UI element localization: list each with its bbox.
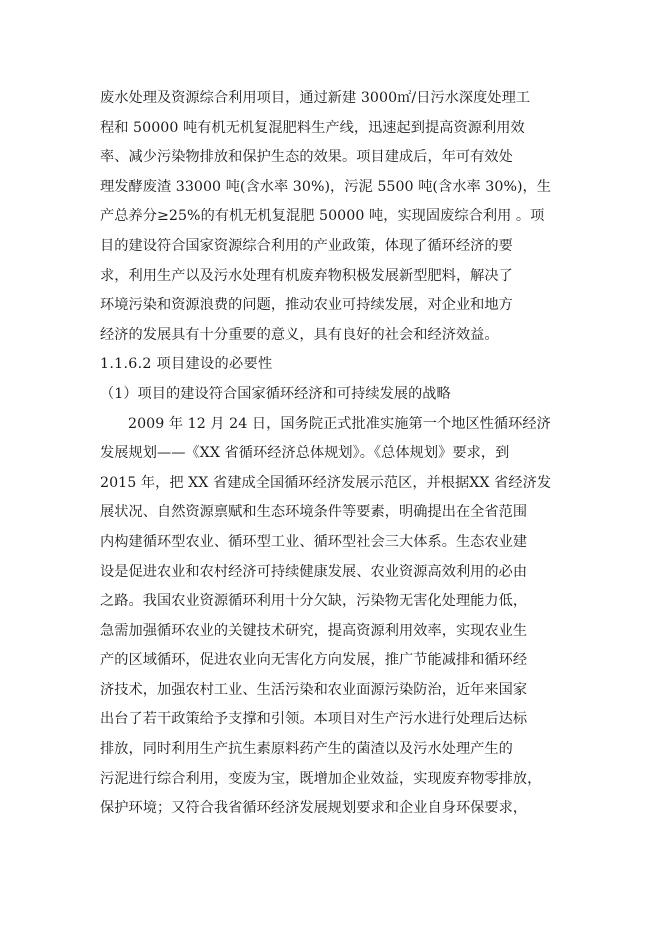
document-body bbox=[100, 84, 562, 824]
paragraph-line: 出台了若干政策给予支撑和引领。本项目对生产污水进行处理后达标 bbox=[100, 711, 528, 728]
paragraph-line: 济技术，加强农村工业、生活污染和农业面源污染防治，近年来国家 bbox=[100, 681, 528, 698]
paragraph-line: 产的区域循环，促进农业向无害化方向发展，推广节能减排和循环经 bbox=[100, 652, 528, 669]
paragraph-line: 保护环境；又符合我省循环经济发展规划要求和企业自身环保要求， bbox=[100, 800, 528, 817]
paragraph-line: 污泥进行综合利用，变废为宝，既增加企业效益，实现废弃物零排放， bbox=[100, 770, 542, 787]
paragraph-line: 理发酵废渣 33000 吨(含水率 30%)，污泥 5500 吨(含水率 30%)，生 bbox=[100, 178, 552, 195]
paragraph-line: 内构建循环型农业、循环型工业、循环型社会三大体系。生态农业建 bbox=[100, 533, 528, 550]
paragraph-line: 率、减少污染物排放和保护生态的效果。项目建成后，年可有效处 bbox=[100, 149, 513, 166]
paragraph-line: 展状况、自然资源禀赋和生态环境条件等要素，明确提出在全省范围 bbox=[100, 504, 528, 521]
paragraph-line: 程和 50000 吨有机无机复混肥料生产线，迅速起到提高资源利用效 bbox=[100, 119, 525, 136]
subsection-heading: （1）项目的建设符合国家循环经济和可持续发展的战略 bbox=[100, 385, 451, 402]
paragraph-line: 废水处理及资源综合利用项目，通过新建 3000㎡/日污水深度处理工 bbox=[100, 90, 531, 106]
paragraph-line: 急需加强循环农业的关键技术研究，提高资源利用效率，实现农业生 bbox=[100, 622, 528, 639]
paragraph-line: 设是促进农业和农村经济可持续健康发展、农业资源高效利用的必由 bbox=[100, 563, 528, 580]
paragraph-line: 发展规划——《XX 省循环经济总体规划》。《总体规划》要求，到 bbox=[100, 445, 510, 462]
section-heading: 1.1.6.2 项目建设的必要性 bbox=[100, 356, 273, 373]
paragraph-line: 求，利用生产以及污水处理有机废弃物积极发展新型肥料，解决了 bbox=[100, 267, 513, 284]
paragraph-line: 排放，同时利用生产抗生素原料药产生的菌渣以及污水处理产生的 bbox=[100, 741, 513, 758]
paragraph-line: 之路。我国农业资源循环利用十分欠缺，污染物无害化处理能力低， bbox=[100, 593, 528, 610]
paragraph-line: 2015 年，把 XX 省建成全国循环经济发展示范区，并根据XX 省经济发 bbox=[100, 474, 552, 491]
paragraph-line: 目的建设符合国家资源综合利用的产业政策，体现了循环经济的要 bbox=[100, 237, 513, 254]
paragraph-line: 产总养分≥25%的有机无机复混肥 50000 吨，实现固废综合利用 。项 bbox=[100, 208, 545, 225]
paragraph-line: 经济的发展具有十分重要的意义，具有良好的社会和经济效益。 bbox=[100, 326, 499, 343]
paragraph-line: 环境污染和资源浪费的问题，推动农业可持续发展，对企业和地方 bbox=[100, 297, 513, 314]
paragraph-line: 2009 年 12 月 24 日，国务院正式批准实施第一个地区性循环经济 bbox=[128, 415, 551, 432]
